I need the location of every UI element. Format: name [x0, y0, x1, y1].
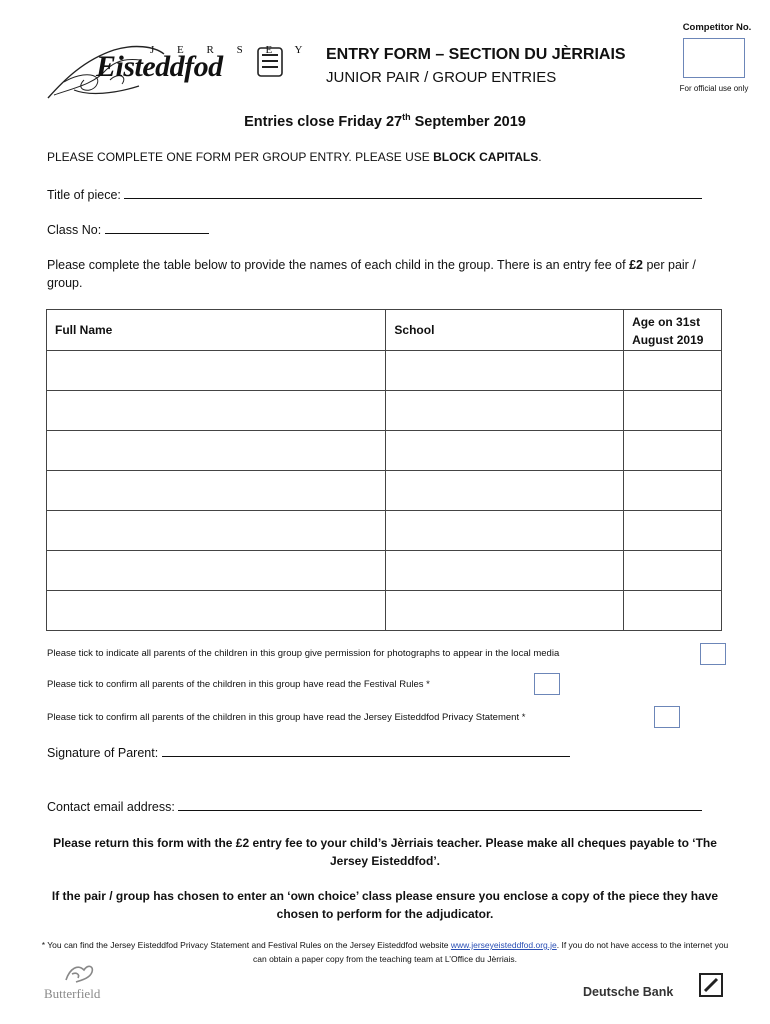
tick-privacy-checkbox[interactable] [654, 706, 680, 728]
school-cell[interactable] [386, 511, 624, 551]
school-cell[interactable] [386, 431, 624, 471]
col-age: Age on 31st August 2019 [624, 310, 722, 351]
instructions: PLEASE COMPLETE ONE FORM PER GROUP ENTRY. PLEASE USE BLOCK CAPITALS. [47, 150, 542, 164]
tick-media-label: Please tick to indicate all parents of the children in this group give permission for photographs to appear in the local media [47, 648, 560, 659]
name-cell[interactable] [47, 471, 386, 511]
table-intro: Please complete the table below to provide the names of each child in the group. There is an entry fee of £2 per pair / group. [47, 258, 696, 290]
age-cell[interactable] [624, 551, 722, 591]
age-cell[interactable] [624, 591, 722, 631]
email-line[interactable] [178, 799, 702, 811]
name-cell[interactable] [47, 511, 386, 551]
table-row [47, 471, 722, 511]
butterfield-dragon-icon [62, 960, 98, 986]
table-row [47, 431, 722, 471]
sponsor-deutsche-bank: Deutsche Bank [583, 985, 674, 999]
age-cell[interactable] [624, 391, 722, 431]
table-row [47, 391, 722, 431]
school-cell[interactable] [386, 351, 624, 391]
col-full-name: Full Name [47, 310, 386, 351]
name-cell[interactable] [47, 431, 386, 471]
class-no-label: Class No: [47, 223, 102, 237]
title-of-piece-line[interactable] [124, 187, 702, 199]
own-choice-notice: If the pair / group has chosen to enter an ‘own choice’ class please ensure you enclose a copy of the piece they have chosen to perform for the adjudicator. [51, 889, 719, 921]
name-cell[interactable] [47, 551, 386, 591]
class-no-field [47, 222, 209, 237]
tick-media-checkbox[interactable] [700, 643, 726, 665]
table-row [47, 351, 722, 391]
email-label: Contact email address: [47, 800, 175, 814]
competitor-number-label: Competitor No. [682, 22, 752, 33]
name-cell[interactable] [47, 591, 386, 631]
tick-privacy-label: Please tick to confirm all parents of the children in this group have read the Jersey Eisteddfod Privacy Statement * [47, 712, 526, 723]
class-no-line[interactable] [105, 222, 209, 234]
name-cell[interactable] [47, 351, 386, 391]
col-school: School [386, 310, 624, 351]
logo-jersey-text: J E R S E Y [150, 44, 313, 56]
table-row [47, 511, 722, 551]
title-of-piece-label: Title of piece: [47, 188, 121, 202]
tick-rules-checkbox[interactable] [534, 673, 560, 695]
age-cell[interactable] [624, 351, 722, 391]
age-cell[interactable] [624, 471, 722, 511]
children-table [46, 309, 722, 631]
tick-rules-label: Please tick to confirm all parents of the children in this group have read the Festival Rules * [47, 679, 430, 690]
return-notice: Please return this form with the £2 entry fee to your child’s Jèrriais teacher. Please make all cheques payable to ‘The Jersey Eisteddfod’. [53, 836, 717, 868]
table-row [47, 551, 722, 591]
signature-label: Signature of Parent: [47, 746, 159, 760]
form-subtitle: JUNIOR PAIR / GROUP ENTRIES [326, 69, 557, 86]
name-cell[interactable] [47, 391, 386, 431]
deutsche-bank-logo-icon [699, 973, 723, 997]
table-row [47, 591, 722, 631]
signature-field [47, 745, 570, 760]
school-cell[interactable] [386, 591, 624, 631]
age-cell[interactable] [624, 431, 722, 471]
table-header-row [47, 310, 722, 351]
logo-eisteddfod-text: Eisteddfod [96, 50, 223, 83]
title-of-piece-field [47, 187, 702, 202]
signature-line[interactable] [162, 745, 570, 757]
official-use-note: For official use only [679, 84, 749, 93]
age-cell[interactable] [624, 511, 722, 551]
website-link[interactable]: www.jerseyeisteddfod.org.je [450, 940, 557, 950]
form-title: ENTRY FORM – SECTION DU JÈRRIAIS [326, 46, 626, 63]
sponsor-butterfield: Butterfield [44, 986, 101, 1001]
email-field [47, 799, 702, 814]
competitor-number-box[interactable] [683, 38, 745, 78]
school-cell[interactable] [386, 391, 624, 431]
entries-deadline: Entries close Friday 27th September 2019 [244, 112, 526, 130]
footer-note: * You can find the Jersey Eisteddfod Privacy Statement and Festival Rules on the Jersey Eisteddfod website www.jerseyeisteddfod.org.je. If you do not have access to the internet you can obtain a paper copy from the teaching team at L’Office du Jèrriais. [41, 940, 729, 964]
school-cell[interactable] [386, 471, 624, 511]
school-cell[interactable] [386, 551, 624, 591]
